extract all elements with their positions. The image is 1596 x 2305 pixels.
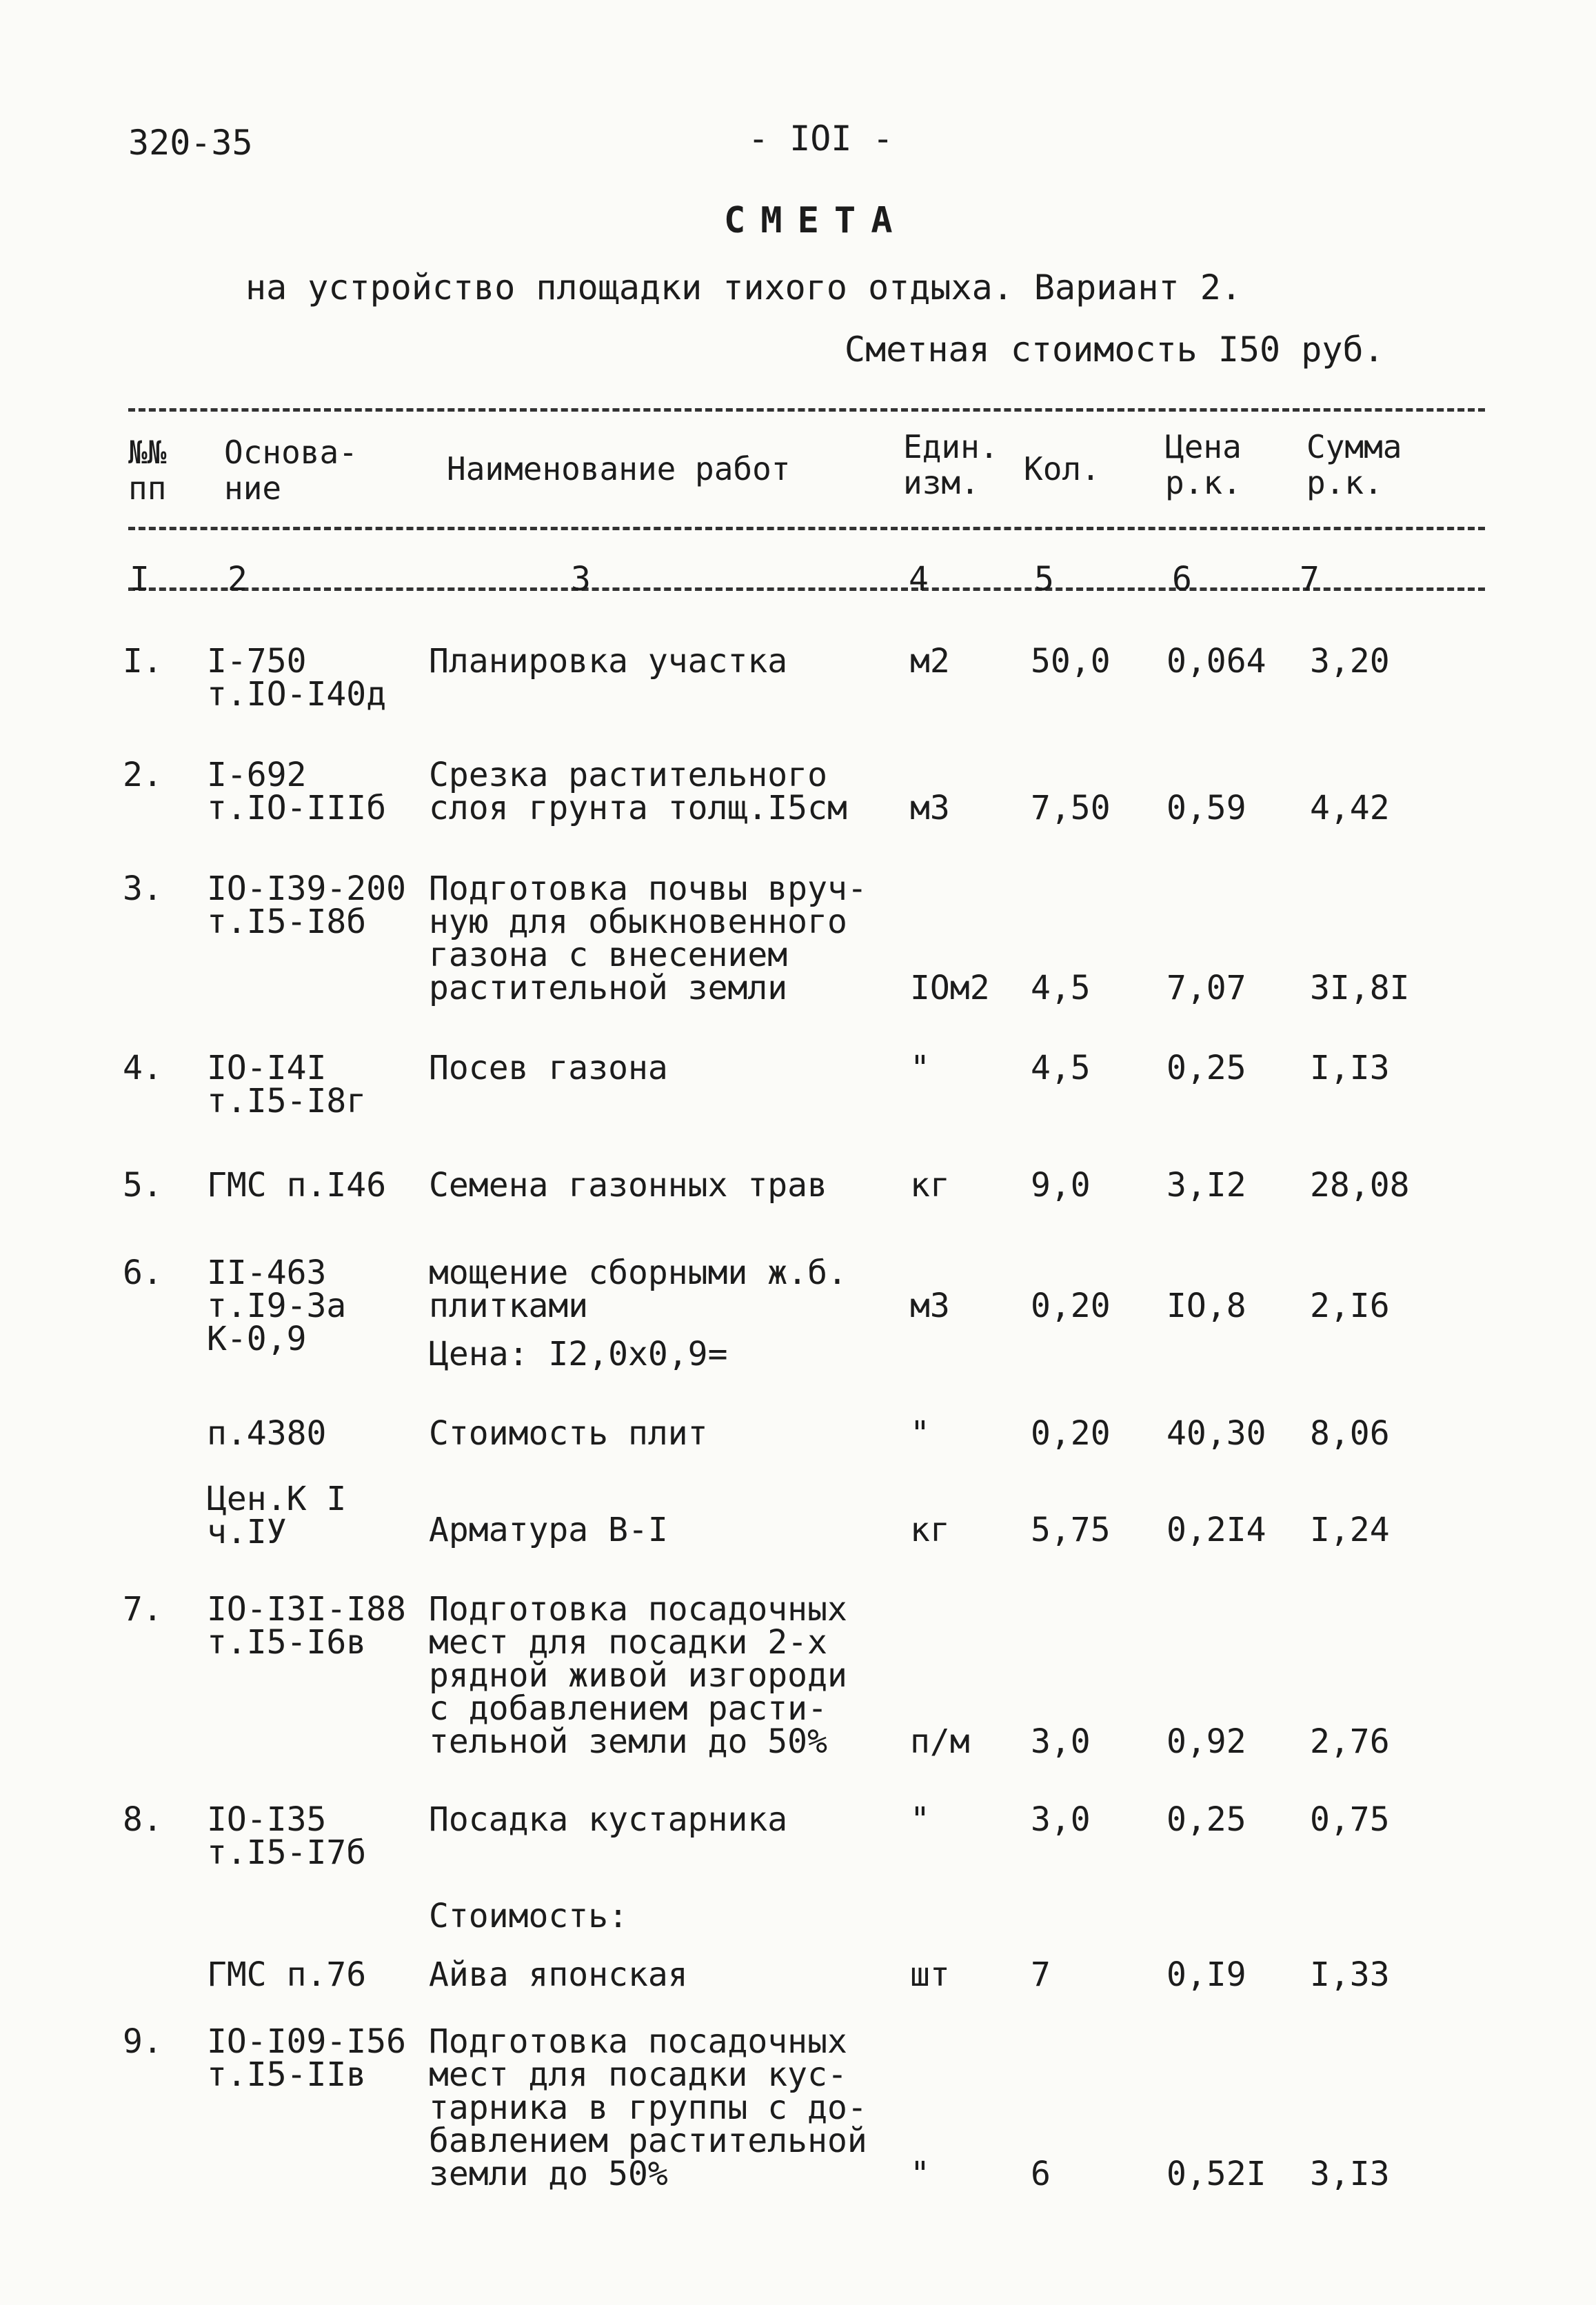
row-price: 0,92 xyxy=(1166,1722,1246,1761)
row-number: 3. xyxy=(123,869,163,908)
row-price: 0,25 xyxy=(1166,1049,1246,1087)
row-price: 0,59 xyxy=(1166,789,1246,827)
row-price: 0,52I xyxy=(1166,2155,1266,2193)
row-unit: " xyxy=(910,2155,930,2193)
row-price: 0,064 xyxy=(1166,642,1266,681)
row-unit: м2 xyxy=(910,642,950,681)
row-basis: IO-I35 т.I5-I7б xyxy=(207,1800,367,1872)
column-header-work: Наименование работ xyxy=(447,450,791,487)
row-qty: 4,5 xyxy=(1031,1049,1091,1087)
column-number-7: 7 xyxy=(1300,560,1320,598)
row-sum: 3I,8I xyxy=(1310,969,1410,1007)
row-price: 0,I9 xyxy=(1166,1955,1246,1994)
column-header-qty: Кол. xyxy=(1024,450,1100,487)
row-sum: 8,06 xyxy=(1310,1414,1390,1453)
estimated-cost: Сметная стоимость I50 руб. xyxy=(845,330,1384,370)
row-price: 0,25 xyxy=(1166,1800,1246,1839)
column-number-4: 4 xyxy=(909,560,929,598)
row-qty: 6 xyxy=(1031,2155,1051,2193)
table-rule-numbers xyxy=(128,587,1485,591)
row-price: 0,2I4 xyxy=(1166,1511,1266,1549)
document-code: 320-35 xyxy=(128,123,253,163)
row-unit: " xyxy=(910,1049,930,1087)
row-sum: I,24 xyxy=(1310,1511,1390,1549)
row-work: Арматура В-I xyxy=(429,1511,668,1549)
row-sum: 3,I3 xyxy=(1310,2155,1390,2193)
row-qty: 0,20 xyxy=(1031,1287,1111,1325)
row-unit: IOм2 xyxy=(910,969,990,1007)
row-work: Подготовка посадочных мест для посадки 2-х рядной живой изгороди с добавлением расти- тельной земли до 50% xyxy=(429,1590,847,1761)
column-header-number: №№ пп xyxy=(128,434,167,507)
row-price: IO,8 xyxy=(1166,1287,1246,1325)
column-number-2: 2 xyxy=(228,560,248,598)
row-number: 6. xyxy=(123,1254,163,1292)
row-unit: шт xyxy=(910,1955,950,1994)
row-price: 3,I2 xyxy=(1166,1166,1246,1205)
row-basis: IO-I39-200 т.I5-I8б xyxy=(207,869,406,941)
row-basis: ГМС п.76 xyxy=(207,1955,367,1994)
column-header-price: Цена р.к. xyxy=(1165,428,1242,501)
row-work: Стоимость плит xyxy=(429,1414,708,1453)
row-basis: IO-I4I т.I5-I8г xyxy=(207,1049,367,1120)
row-sum: 4,42 xyxy=(1310,789,1390,827)
row-sum: 3,20 xyxy=(1310,642,1390,681)
row-qty: 7 xyxy=(1031,1955,1051,1994)
column-header-unit: Един. изм. xyxy=(903,428,999,501)
row-price: 7,07 xyxy=(1166,969,1246,1007)
row-qty: 5,75 xyxy=(1031,1511,1111,1549)
row-note: Цена: I2,0х0,9= xyxy=(429,1335,728,1373)
row-number: 7. xyxy=(123,1590,163,1629)
row-sum: 2,I6 xyxy=(1310,1287,1390,1325)
row-number: 5. xyxy=(123,1166,163,1205)
row-unit: м3 xyxy=(910,1287,950,1325)
row-qty: 9,0 xyxy=(1031,1166,1091,1205)
row-work: Подготовка посадочных мест для посадки кус- тарника в группы с до- бавлением растительной земли до 50% xyxy=(429,2022,867,2193)
row-work: Планировка участка xyxy=(429,642,788,681)
row-number: 8. xyxy=(123,1800,163,1839)
row-qty: 3,0 xyxy=(1031,1800,1091,1839)
row-number: I. xyxy=(123,642,163,681)
row-basis: IO-I09-I56 т.I5-IIв xyxy=(207,2022,406,2094)
row-work: Посадка кустарника xyxy=(429,1800,788,1839)
row-basis: I-692 т.IO-IIIб xyxy=(207,756,387,827)
row-qty: 50,0 xyxy=(1031,642,1111,681)
row-unit: " xyxy=(910,1414,930,1453)
row-qty: 7,50 xyxy=(1031,789,1111,827)
row-unit: кг xyxy=(910,1166,950,1205)
row-number: 9. xyxy=(123,2022,163,2061)
column-header-sum: Сумма р.к. xyxy=(1306,428,1402,501)
document-subtitle: на устройство площадки тихого отдыха. Вариант 2. xyxy=(245,268,1242,308)
row-qty: 3,0 xyxy=(1031,1722,1091,1761)
row-unit: м3 xyxy=(910,789,950,827)
row-qty: 0,20 xyxy=(1031,1414,1111,1453)
row-unit: п/м xyxy=(910,1722,970,1761)
row-qty: 4,5 xyxy=(1031,969,1091,1007)
row-unit: кг xyxy=(910,1511,950,1549)
row-work: Подготовка почвы вруч- ную для обыкновенного газона с внесением растительной земли xyxy=(429,869,867,1007)
row-basis: II-463 т.I9-3а К-0,9 xyxy=(207,1254,347,1358)
table-rule-top xyxy=(128,408,1485,412)
column-number-1: I xyxy=(130,560,150,598)
row-work: Стоимость: xyxy=(429,1897,628,1935)
row-work: Айва японская xyxy=(429,1955,688,1994)
row-sum: 0,75 xyxy=(1310,1800,1390,1839)
row-sum: I,33 xyxy=(1310,1955,1390,1994)
column-number-6: 6 xyxy=(1172,560,1192,598)
column-number-3: 3 xyxy=(571,560,591,598)
row-work: Семена газонных трав xyxy=(429,1166,827,1205)
row-sum: 2,76 xyxy=(1310,1722,1390,1761)
column-header-basis: Основа- ние xyxy=(224,434,358,507)
row-basis: I-750 т.IO-I40д xyxy=(207,642,387,714)
row-basis: IO-I3I-I88 т.I5-I6в xyxy=(207,1590,406,1662)
row-price: 40,30 xyxy=(1166,1414,1266,1453)
row-unit: " xyxy=(910,1800,930,1839)
row-work: Посев газона xyxy=(429,1049,668,1087)
row-sum: I,I3 xyxy=(1310,1049,1390,1087)
row-number: 2. xyxy=(123,756,163,794)
row-number: 4. xyxy=(123,1049,163,1087)
page-number: - IOI - xyxy=(748,119,893,159)
column-number-5: 5 xyxy=(1034,560,1054,598)
document-title: СМЕТА xyxy=(724,200,908,241)
row-basis: п.4380 xyxy=(207,1414,327,1453)
row-basis: ГМС п.I46 xyxy=(207,1166,387,1205)
row-work: мощение сборными ж.б. плитками xyxy=(429,1254,847,1325)
row-basis: Цен.К I ч.IУ xyxy=(207,1480,347,1551)
row-sum: 28,08 xyxy=(1310,1166,1410,1205)
table-rule-header xyxy=(128,527,1485,530)
row-work: Срезка растительного слоя грунта толщ.I5см xyxy=(429,756,847,827)
